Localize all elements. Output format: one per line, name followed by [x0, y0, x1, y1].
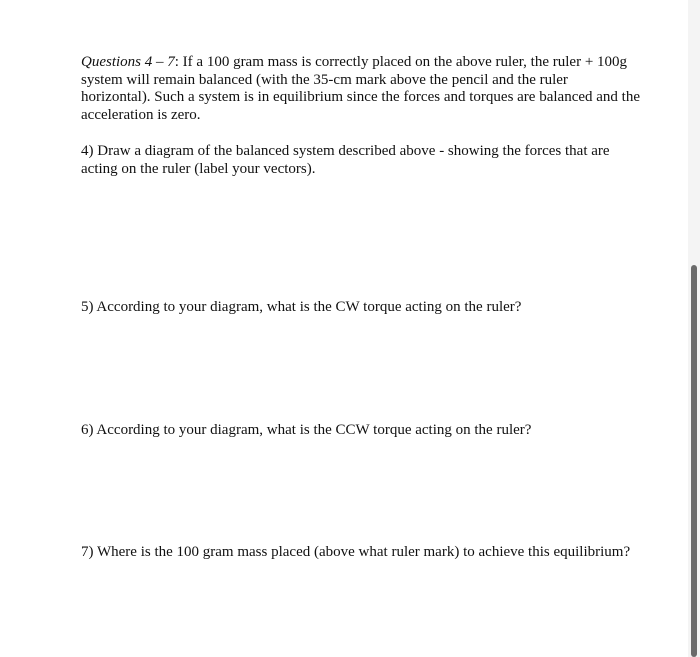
question-4: 4) Draw a diagram of the balanced system described above - showing the forces that are acting on the ruler (label your vectors).: [81, 143, 610, 177]
intro-text: : If a 100 gram mass is correctly placed on the above ruler, the ruler + 100g system will remain balanced (with the 35-cm mark above the pencil and the ruler horizontal). Such a system is in equilibrium since the forces and torques are balanced and the acceleration is zero.: [81, 54, 640, 123]
question-6: 6) According to your diagram, what is the CCW torque acting on the ruler?: [81, 422, 532, 438]
question-7: 7) Where is the 100 gram mass placed (above what ruler mark) to achieve this equilibrium?: [81, 544, 631, 560]
intro-label: Questions 4 – 7: [81, 54, 175, 70]
question-5: 5) According to your diagram, what is the CW torque acting on the ruler?: [81, 299, 522, 315]
scrollbar-thumb[interactable]: [691, 265, 697, 657]
intro-paragraph: [81, 54, 641, 124]
scrollbar-track[interactable]: [688, 0, 700, 657]
